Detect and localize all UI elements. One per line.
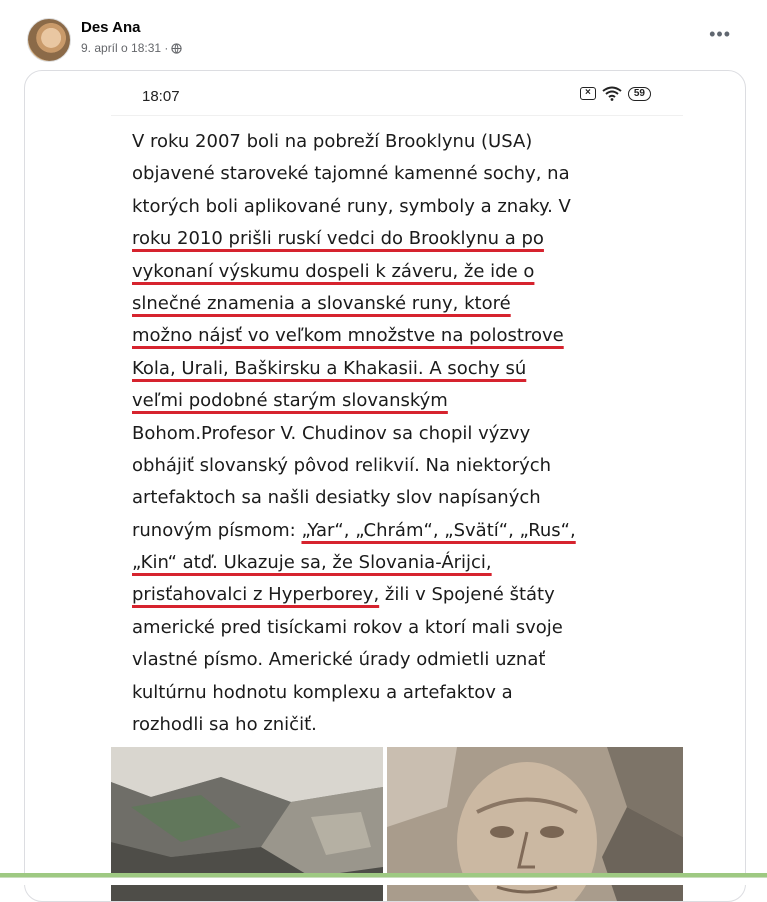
- article-line: [132, 288, 672, 320]
- article-line: [132, 223, 672, 255]
- article-line: [132, 191, 672, 223]
- post-image-card[interactable]: [24, 70, 746, 902]
- post-meta: [81, 41, 182, 55]
- article-line: [132, 612, 672, 644]
- article-text-span: objavené staroveké tajomné kamenné sochy, na: [132, 163, 570, 185]
- phone-screenshot: [111, 71, 683, 901]
- article-text-span: vlastné písmo. Americké úrady odmietli uznať: [132, 649, 546, 671]
- underlined-text: vykonaní výskumu dospeli k záveru, že ide o: [132, 260, 535, 282]
- underlined-text: „Yar“, „Chrám“, „Svätí“, „Rus“,: [301, 519, 576, 541]
- underlined-text: veľmi podobné starým slovanským: [132, 390, 448, 412]
- more-options-button[interactable]: •••: [709, 24, 731, 44]
- article-line: [132, 126, 672, 158]
- post-header: [0, 0, 767, 70]
- wifi-icon: [602, 86, 622, 101]
- underlined-text: možno nájsť vo veľkom množstve na polostrove: [132, 325, 564, 347]
- post-timestamp[interactable]: 9. apríl o 18:31 ·: [81, 41, 169, 55]
- article-line: [132, 450, 672, 482]
- battery-icon: 59: [628, 87, 651, 101]
- avatar[interactable]: [27, 18, 71, 62]
- article-line: [132, 547, 672, 579]
- article-text-span: runovým písmom:: [132, 519, 302, 541]
- article-line: [132, 256, 672, 288]
- underlined-text: prisťahovalci z Hyperborey,: [132, 584, 380, 606]
- underlined-text: slnečné znamenia a slovanské runy, ktoré: [132, 292, 511, 314]
- article-line: [132, 482, 672, 514]
- article-line: [132, 515, 672, 547]
- status-icons: [580, 86, 651, 101]
- underlined-text: „Kin“ atď. Ukazuje sa, že Slovania-Árijci,: [132, 552, 492, 574]
- globe-icon: [171, 43, 182, 54]
- no-sim-icon: ×: [580, 87, 596, 100]
- article-text-span: rozhodli sa ho zničiť.: [132, 714, 317, 736]
- article-line: [132, 353, 672, 385]
- article-text-span: žili v Spojené štáty: [379, 584, 555, 606]
- article-line: [132, 644, 672, 676]
- article-text-span: Bohom.Profesor V. Chudinov sa chopil výzvy: [132, 422, 531, 444]
- article-text-span: V roku 2007 boli na pobreží Brooklynu (USA): [132, 131, 533, 152]
- article-text-span: americké pred tisíckami rokov a ktorí mali svoje: [132, 616, 563, 638]
- underlined-text: Kola, Urali, Baškirsku a Khakasii. A sochy sú: [132, 357, 527, 379]
- article-line: [132, 579, 672, 611]
- underlined-text: roku 2010 prišli ruskí vedci do Brooklynu a po: [132, 228, 544, 250]
- article-text: [132, 126, 672, 741]
- article-text-span: obhájiť slovanský pôvod relikvií. Na niektorých: [132, 454, 552, 476]
- article-line: [132, 418, 672, 450]
- article-text-span: artefaktoch sa našli desiatky slov napísaných: [132, 487, 541, 509]
- article-text-span: kultúrnu hodnotu komplexu a artefaktov a: [132, 681, 513, 703]
- phone-clock: 18:07: [142, 88, 180, 105]
- article-line: [132, 158, 672, 190]
- phone-status-bar: [111, 71, 683, 116]
- article-line: [132, 677, 672, 709]
- author-name[interactable]: Des Ana: [81, 19, 141, 36]
- article-line: [132, 709, 672, 741]
- article-line: [132, 385, 672, 417]
- article-text-span: ktorých boli aplikované runy, symboly a znaky. V: [132, 195, 571, 217]
- article-line: [132, 320, 672, 352]
